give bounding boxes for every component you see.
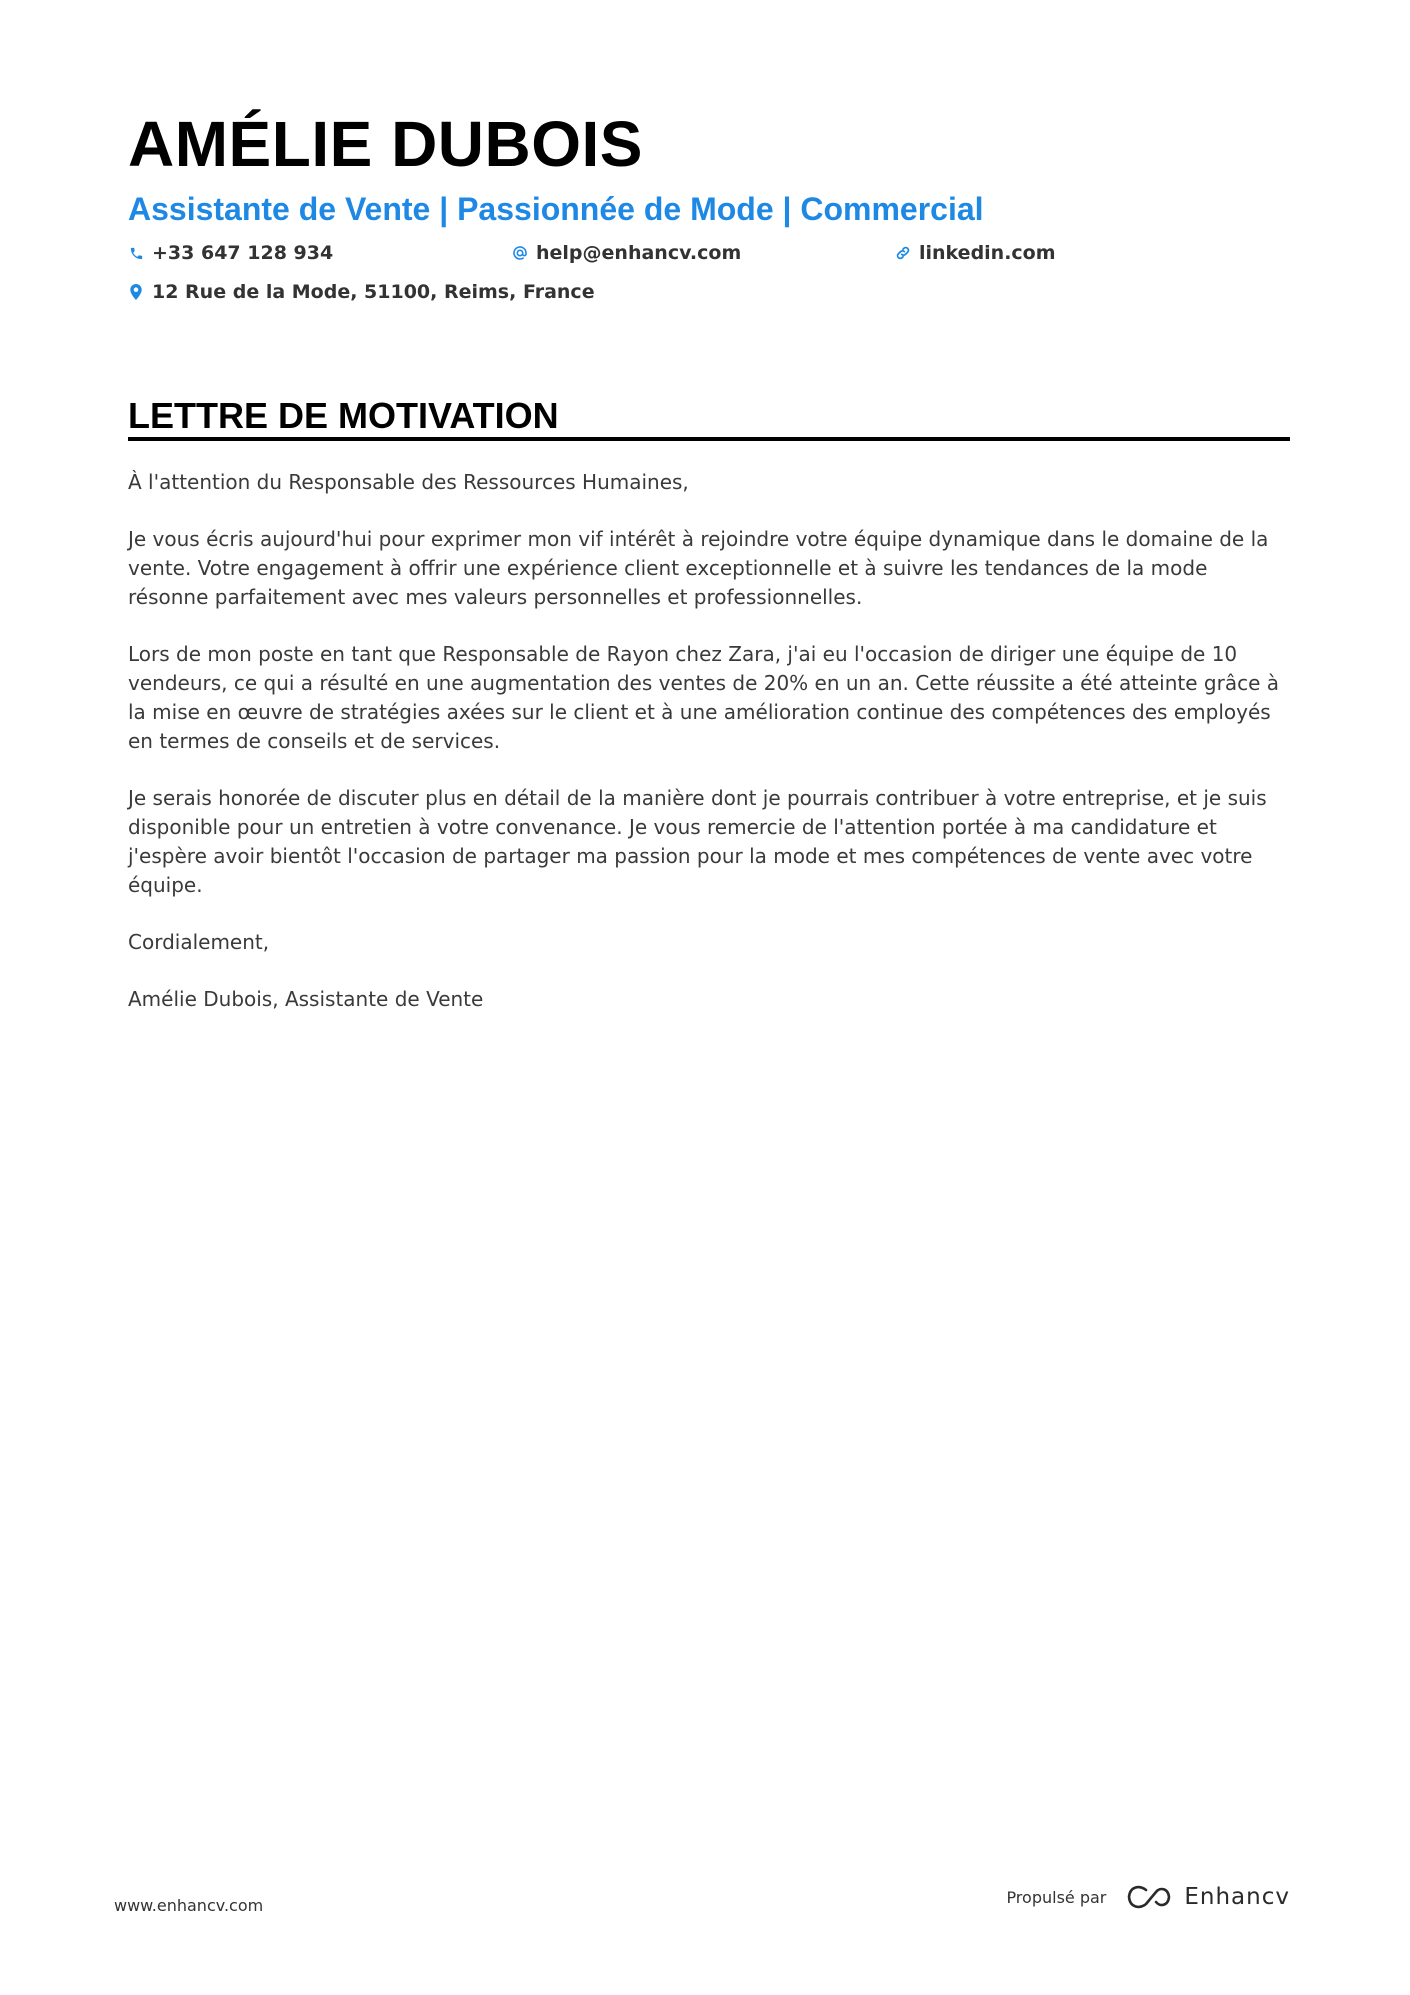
phone-icon (128, 245, 144, 261)
applicant-headline: Assistante de Vente | Passionnée de Mode | Commercial (128, 191, 984, 227)
contact-phone (128, 242, 333, 264)
salutation: À l'attention du Responsable des Ressources Humaines, (128, 470, 689, 494)
footer-branding (1006, 1884, 1290, 1910)
enhancv-logo-icon (1126, 1884, 1172, 1910)
at-icon (512, 245, 528, 261)
section-title: LETTRE DE MOTIVATION (128, 395, 559, 436)
footer-website[interactable]: www.enhancv.com (114, 1896, 264, 1915)
contact-info (128, 242, 1288, 322)
contact-linkedin[interactable] (895, 242, 1056, 264)
paragraph-2: Lors de mon poste en tant que Responsable de Rayon chez Zara, j'ai eu l'occasion de diriger une équipe de 10 vendeurs, ce qui a résulté en une augmentation des ventes de 20% en un an. Cette réussite a été atteinte grâce à la mise en œuvre de stratégies axées sur le client et à une amélioration continue des compétences des employés en termes de conseils et de services. (128, 642, 1280, 753)
email-text[interactable]: help@enhancv.com (536, 242, 742, 264)
closing: Cordialement, (128, 930, 270, 954)
powered-by-label: Propulsé par (1006, 1887, 1107, 1907)
signature: Amélie Dubois, Assistante de Vente (128, 987, 484, 1011)
brand-name: Enhancv (1184, 1884, 1290, 1910)
applicant-name: AMÉLIE DUBOIS (128, 108, 643, 180)
location-text: 12 Rue de la Mode, 51100, Reims, France (152, 281, 595, 303)
section-divider (128, 437, 1290, 441)
phone-text: +33 647 128 934 (152, 242, 334, 264)
linkedin-text[interactable]: linkedin.com (919, 242, 1056, 264)
contact-location (128, 281, 595, 303)
paragraph-3: Je serais honorée de discuter plus en détail de la manière dont je pourrais contribuer à votre entreprise, et je suis disponible pour un entretien à votre convenance. Je vous remercie de l'attention portée à ma candidature et j'espère avoir bientôt l'occasion de partager ma passion pour la mode et mes compétences de vente avec votre équipe. (128, 786, 1267, 897)
contact-email[interactable] (512, 242, 741, 264)
letter-body (128, 468, 1290, 1042)
paragraph-1: Je vous écris aujourd'hui pour exprimer mon vif intérêt à rejoindre votre équipe dynamique dans le domaine de la vente. Votre engagement à offrir une expérience client exceptionnelle et à suivre les tendances de la mode résonne parfaitement avec mes valeurs personnelles et professionnelles. (128, 527, 1269, 609)
link-icon (895, 245, 911, 261)
location-pin-icon (128, 284, 144, 300)
